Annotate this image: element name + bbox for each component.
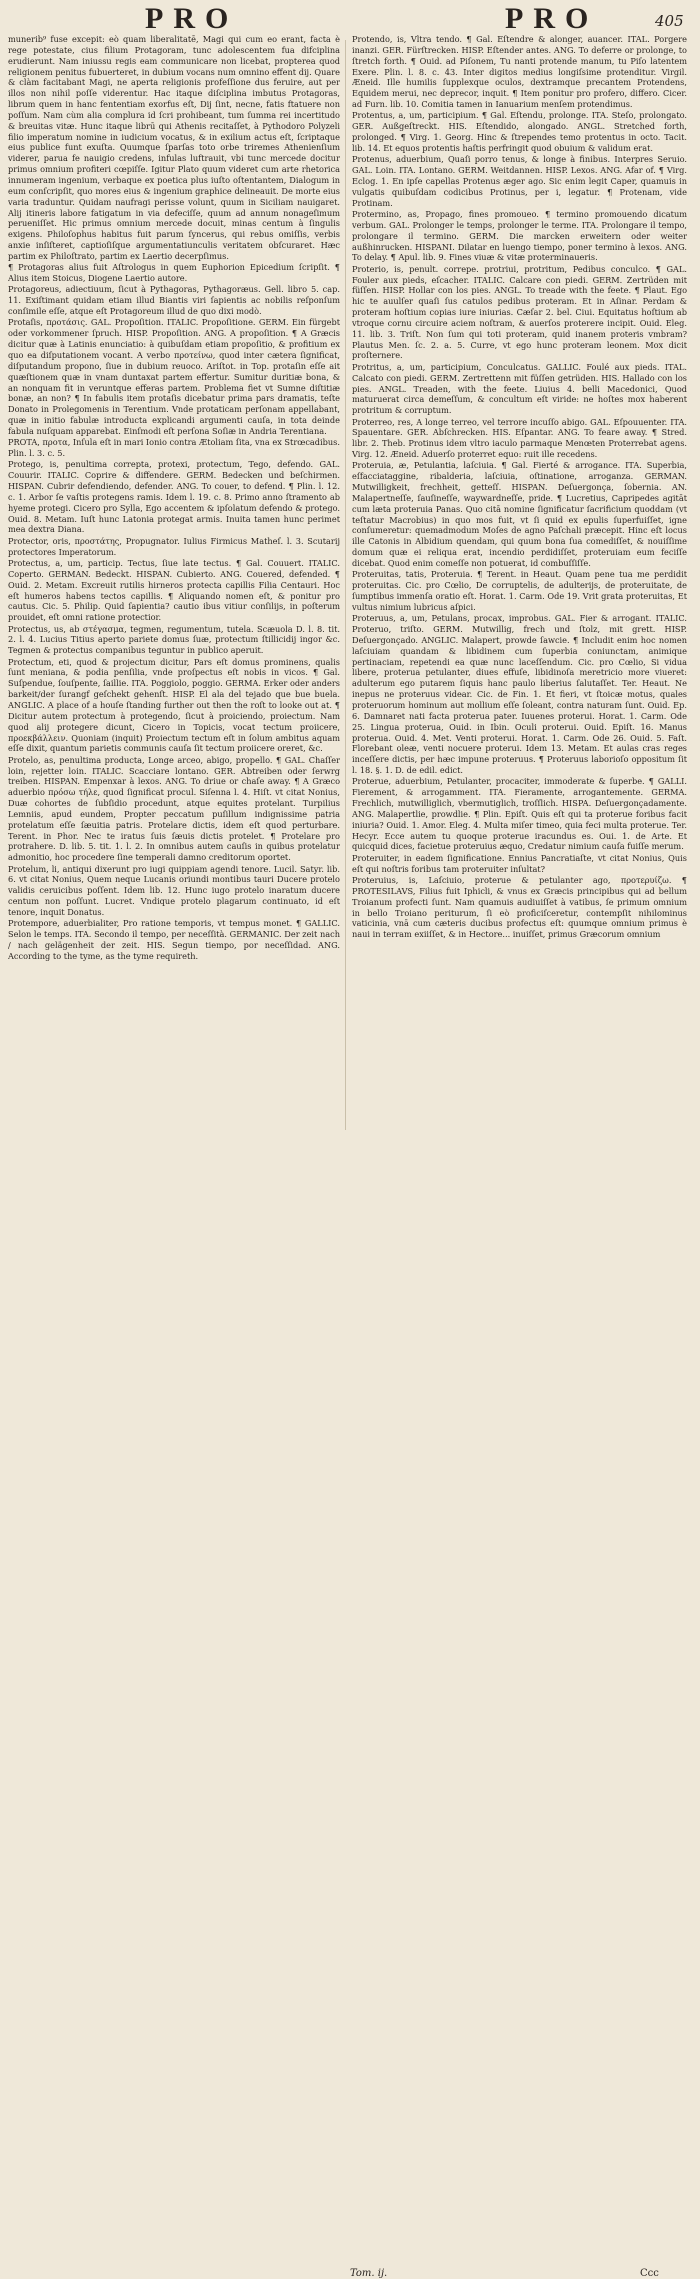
dictionary-entry: Protectum, eti, quod & projectum dicitur, Pars eſt domus prominens, qualis ſunt meniana, & podia penſilia, vnde proſpectus eſt nobis in vicos. ¶ Gal. Suſpendue, ſouſpente, ſaillie. ITA. Poggiolo, poggio. GERMA. Erker oder anders barkeit/der ſurangf geſchekt gehenſt. HISP. El ala del tejado que bue buela. ANGLIC. A place of a houſe ſtanding further out then the roſt to looke out at. ¶ Dicitur autem protectum à protegendo, ſicut à proiciendo, proiectum. Nam quod alij protegere dicunt, Cicero in Topicis, vocat tectum proiicere, προεκβάλλειν. Quoniam (inquit) Proiectum tectum eſt in ſolum ambitus aquam eſſe dixit, quantum parietis communis cauſa ſit tectum proiicere oreret, &c. xyxy=(8,656,340,754)
column-divider xyxy=(345,40,346,1130)
dictionary-entry: Proteruia, æ, Petulantia, laſciuia. ¶ Gal. Fierté & arrogance. ITA. Superbia, eſfacciataggine, ribalderia, laſciuia, oſtinatione, arroganza. GERMAN. Mutwilligkeit, frechheit, getteſſ. HISPAN. Deſuergonça, ſobernia. AN. Malapertneſſe, ſauſineſſe, waywardneſſe, pride. ¶ Lucretius, Capripedes agitāt cum læta proteruia Panas. Quo citā nomine ſignificatur ſacrificium quoddam (vt teſtatur Macrobius) in quo mos fuit, vt ſi quid ex epulis ſuperfuiſſet, igne conſumeretur: quemadmodum Moſes de agno Paſchali præcepit. Hinc eſt locus ille Catonis in Albidium quendam, qui quum bona ſua comediſſet, & nouiſſime domum quæ ei reliqua erat, incendio perdidiſſet, proteruiam eum feciſſe dicebat. Quod enim comeſſe non potuerat, id combuſſiſſe. xyxy=(352,460,687,568)
running-head-right: PRO xyxy=(505,2,599,35)
dictionary-entry: Protagoreus, adiectiuum, ſicut à Pythagoras, Pythagoræus. Gell. libro 5. cap. 11. Exiſtimant quidam etiam illud Biantis viri ſapientis ac nobilis reſponſum conſimile eſſe, atque eſt Protagoreum illud de quo dixi modò. xyxy=(8,284,340,317)
dictionary-entry: Protector, oris, προστάτης, Propugnator. Iulius Firmicus Matheſ. l. 3. Scutarij protectores Imperatorum. xyxy=(8,535,340,557)
dictionary-entry: Protego, is, penultima correpta, protexi, protectum, Tego, defendo. GAL. Couurir. ITALIC. Coprire & diffendere. GERM. Bedecken und beſchirmen. HISPAN. Cubrir defendiendo, defender. ANG. To couer, to defend. ¶ Plin. l. 12. c. 1. Arbor ſe vaſtis protegens ramis. Idem l. 19. c. 8. Primo anno ſtramento ab hyeme protegi. Cicero pro Sylla, Ego accentem & ipſolatum defendo & protego. Ouid. 8. Metam. Iuſt hunc Latonia protegat armis. Inuita tamen hunc perimet mea dextra Diana. xyxy=(8,459,340,535)
dictionary-entry: Protempore, aduerbialiter, Pro ratione temporis, vt tempus monet. ¶ GALLIC. Selon le temps. ITA. Secondo il tempo, per neceſſità. GERMANIC. Der zeit nach / nach gelägenheit der zeit. HIS. Segun tiempo, por neceſſidad. ANG. According to the tyme, as the tyme requireth. xyxy=(8,918,340,961)
right-column xyxy=(352,34,687,1134)
dictionary-entry: Protelum, li, antiqui dixerunt pro iugi quippiam agendi tenore. Lucil. Satyr. lib. 6. vt citat Nonius, Quem neque Lucanis oriundi montibus tauri Ducere protelo validis ceruicibus poſſent. Idem lib. 12. Hunc iugo protelo inaratum ducere centum non poſſunt. Lucret. Vndique protelo plagarum continuato, id eſt tenore, inquit Donatus. xyxy=(8,863,340,917)
dictionary-entry: Protritus, a, um, participium, Conculcatus. GALLIC. Foulé aux pieds. ITAL. Calcato con piedi. GERM. Zertrettenn mit füſſen getrüden. HIS. Hallado con los pies. ANGL. Treaden, with the feete. Liuius 4. belli Macedonici, Quod maturuerat circa demeſſum, & concultum eſt viride: ne hoſtes mox haberent protritum & corruptum. xyxy=(352,361,687,416)
dictionary-entry: Proteruitas, tatis, Proteruia. ¶ Terent. in Heaut. Quam pene tua me perdidit proteruitas. Cic. pro Cœlio, De corruptelis, de adulterijs, de proteruitate, de ſumptibus immenſa oratio eſt. Horat. 1. Carm. Ode 19. Vrit grata proteruitas, Et vultus nimium lubricus aſpici. xyxy=(352,569,687,612)
dictionary-entry: Protelo, as, penultima producta, Longe arceo, abigo, propello. ¶ GAL. Chaſſer loin, rejetter loin. ITALIC. Scacciare lontano. GER. Abtreiben oder ſerwrg treiben. HISPAN. Empenxar à lexos. ANG. To driue or chaſe away. ¶ A Græco aduerbio πρόσω τήλε, quod ſignificat procul. Siſenna l. 4. Hiſt. vt citat Nonius, Duæ cohortes de ſubſidio procedunt, atque equites protelant. Turpilius Lemniis, apud eundem, Propter peccatum puſillum indignissime patria protelatum eſſe ſæuitia patris. Protelare dictis, idem eſt quod perturbare. Terent. in Phor. Nec te iratus ſuis ſæuis dictis protelet. ¶ Protelare pro protrahere. D. lib. 5. tit. 1. l. 2. In omnibus autem cauſis in quibus protelatur admonitio, hoc procedere ſine temperali damno creditorum oportet. xyxy=(8,754,340,863)
dictionary-entry: ¶ Protagoras alius fuit Aſtrologus in quem Euphorion Epicedium ſcripſit. ¶ Alius item Stoicus, Diogene Laertio autore. xyxy=(8,262,340,284)
dictionary-entry: Protermino, as, Propago, fines promoueo. ¶ termino promouendo dicatum verbum. GAL. Prolonger le temps, prolonger le terme. ITA. Prolongare il tempo, prolongare il termino. GERM. Die marcken erweitern oder weiter außhinrucken. HISPANI. Dilatar en luengo tiempo, poner termino à lexos. ANG. To delay. ¶ Apul. lib. 9. Fines viuæ & vitæ proterminaueris. xyxy=(352,209,687,263)
dictionary-entry: Proterio, is, penult. correpe. protriui, protritum, Pedibus conculco. ¶ GAL. Fouler aux pieds, eſcacher. ITALIC. Calcare con piedi. GERM. Zertrüden mit füſſen. HISP. Hollar con los pies. ANGL. To treade with the feete. ¶ Plaut. Ego hic te auulſer quaſi ſus catulos pedibus proteram. Et in Aſinar. Perdam & proteram hoſtium copias iure iniurias. Cæſar 2. bel. Ciui. Equitatus hoſtium ab vtroque cornu circuire aciem noſtram, & auerſos proterere incipit. Ouid. Eleg. 11. lib. 3. Triſt. Non ſum qui toti proteram, quid inanem proteris vmbram? Plautus Men. ſc. 2. a. 5. Curre, vt ego hunc proteram leonem. Mox dicit proſternere. xyxy=(352,263,687,361)
dictionary-entry: Proterue, aduerbium, Petulanter, procaciter, immoderate & ſuperbe. ¶ GALLI. Fierement, & arrogamment. ITA. Fieramente, arrogantemente. GERMA. Frechlich, mutwilliglich, vbermutiglich, troſſlich. HISPA. Deſuergonçadamente. ANG. Malapertlie, prowdlie. ¶ Plin. Epiſt. Quis eſt qui ta proterue foribus facit iniuria? Ouid. 1. Amor. Eleg. 4. Multa miſer timeo, quia feci multa proterue. Ter. Hecyr. Ecce autem tu quoque proterue iracundus es. Oui. 1. de Arte. Et quicquid dices, facietue proteruius æquo, Credatur nimium cauſa fuiſſe merum. xyxy=(352,776,687,852)
dictionary-entry: munerib⁹ fuse excepit: eò quam liberalitatē, Magi qui cum eo erant, facta è rege potestate, cius filium Protagoram, tunc adolescentem fua difciplina erudierunt. Nam iniussu regis eam communicare non licebat, propterea quod religionem penitus fubuerteret, in dubium vocans num omnino effent dij. Quare & clàm facitabant Magi, ne aperta religionis profeſſione dus feruire, aut per illos non nihil poſſe viderentur. Hac itaque diſciplina imbutus Protagoras, librum quem in hanc fententiam exorfus eſt, Dij ſint, necne, fatis ftatuere non poſſum. Nam cùm alia complura id ſcri prohibeant, tum ſumma rei incertitudo & breuitas vitæ. Hunc itaque librū qui Athenis recitaſſet, à Pythodoro Polyzeli filio imperatum nomine in iudicium vocatus, & in exilium actus eſt, ſcriptaque eius publice funt exuſta. Quumque ſparſas toto orbe triremes Athenienſium viderer, parua fe nauigio credens, infulas luftrauit, vbi tunc mercede docitur primus omnium profiteri cœpiſſe. Igitur Plato quum videret cum arte rhetorica innumeram ingenium, verbaque ex poetica plus iuſto oſtentantem, Dialogum in eum conſcripſit, quo mores eius & ingenium graphice delineauit. De morte eius varia traduntur. Quidam naufragi perisse volunt, quum in Siciliam nauigaret. Alij itineris labore fatigatum in via defeciſſe, quum ad annum nonageſimum perueniſſet. Hic primus omnium mercede docuit, minas centum à ſingulis exigens. Philoſophus habitus fuit parum ſyncerus, qui rebus omiſſis, verbis anxie inſiſteret, captioſiſque argumentatiunculis veritatem obſcuraret. Hæc partim ex Philoſtrato, partim ex Laertio decerpſimus. xyxy=(8,34,340,261)
dictionary-entry: Protectus, a, um, particip. Tectus, ſiue late tectus. ¶ Gal. Couuert. ITALIC. Coperto. GERMAN. Bedeckt. HISPAN. Cubierto. ANG. Couered, defended. ¶ Ouid. 2. Metam. Excreuit rutilis hirneros protecta capillis Filia Centauri. Hoc eſt humeros habens tectos capillis. ¶ Aliquando nomen eſt, & ponitur pro cautus. Cic. 5. Philip. Quid ſapientia? cautio ibus vitiur conſilijs, in poſterum prouidet, eſt omni ratione protectior. xyxy=(8,558,340,623)
left-column xyxy=(8,34,340,1134)
dictionary-entry: Proteruus, a, um, Petulans, procax, improbus. GAL. Fier & arrogant. ITALIC. Proteruo, triſto. GERM. Mutwillig, frech und ſtolz, mit grett. HISP. Deſuergonçado. ANGLIC. Malapert, prowde ſawcie. ¶ Includit enim hoc nomen laſciuiam quandam & libidinem cum ſuperbia coniunctam, animique pertinaciam, repetendi ea quæ nunc laceſſendum. Cic. pro Cœlio, Si vidua libere, proterua petulanter, diues effuſe, libidinoſa meretricio more viueret: adulterum ego putarem ſiquis hanc paulo liberius ſalutaſſet. Ter. Heaut. Ne inepus ne proteruus videar. Cic. de Fin. 1. Et fieri, vt ſtoicæ motus, quales proteruorum hominum aut mollium eſſe ſoleant, contra naturam ſunt. Ouid. Ep. 6. Damnaret nati facta proterua pater. Iuuenes proterui. Horat. 1. Carm. Ode 25. Lingua proterua, Ouid. in Ibin. Oculi proterui. Ouid. Epiſt. 16. Manus proterua. Ouid. 4. Met. Venti proterui. Horat. 1. Carm. Ode 26. Ouid. 5. Faſt. Florebant oleæ, venti nocuere proterui. Idem 13. Metam. Et aulas cras reges inceſſere dictis, per hæc impune proteruus. ¶ Proteruus laborioſo oppositum ſit l. 18. §. 1. D. de edil. edict. xyxy=(352,613,687,776)
dictionary-entry: Proteruius, is, Laſciuio, proterue & petulanter ago, προτερυίζω. ¶ PROTESILAVS, Filius fuit Iphicli, & vnus ex Græcis principibus qui ad bellum Troianum profecti ſunt. Nam quamuis audiuiſſet à vatibus, ſe primum omnium in bello Troiano periturum, ſi eò proficiſceretur, contempſit nihilominus vaticinia, vnā cum cæteris ducibus profectus eſt: quumque omnium primus è naui in terram exiiſſet, & in Hectore... inuiſſet, primus Græcorum omnium xyxy=(352,874,687,940)
catchword: Ccc xyxy=(640,2268,659,2279)
dictionary-entry: Proterreo, res, A longe terreo, vel terrore incuſſo abigo. GAL. Eſpouuenter. ITA. Spauentare. GER. Abſchrecken. HIS. Eſpantar. ANG. To feare away. ¶ Stred. libr. 2. Theb. Protinus idem vltro iaculo parmaque Menœten Proterrebat agens. Virg. 12. Æneid. Aduerſo proterret equo: ruit ille recedens. xyxy=(352,416,687,460)
dictionary-entry: Protentus, a, um, participium. ¶ Gal. Eſtendu, prolonge. ITA. Steſo, prolongato. GER. Außgeſtreckt. HIS. Eſtendido, alongado. ANGL. Stretched forth, prolonged. ¶ Virg. 1. Georg. Hinc & ſtrependes temo protentus in octo. Tacit. lib. 14. Et equos protentis haſtis perfringit quod obuium & validum erat. xyxy=(352,110,687,153)
page-footer xyxy=(0,1132,700,2279)
dictionary-entry: PROTA, προτα, Inſula eſt in mari Ionio contra Ætoliam ſita, vna ex Strœcadibus. Plin. l. 3. c. 5. xyxy=(8,437,340,459)
dictionary-entry: Protenus, aduerbium, Quaſi porro tenus, & longe à finibus. Interpres Seruio. GAL. Loin. ITA. Lontano. GERM. Weitdannen. HISP. Lexos. ANG. Afar of. ¶ Virg. Eclog. 1. En ipſe capellas Protenus æger ago. Sic enim legit Caper, quamuis in vulgatis quibuſdam codicibus Protinus, per i, legatur. ¶ Protenam, vide Protinam. xyxy=(352,154,687,208)
dictionary-entry: Protectus, us, ab στέγασμα, tegmen, regumentum, tutela. Scæuola D. l. 8. tit. 2. l. 4. Lucius Titius aperto pariete domus ſuæ, protectum ſtillicidij ingor &c. Tegmen & protectus companibus teguntur in publico aperuit. xyxy=(8,623,340,656)
page-number: 405 xyxy=(655,12,684,30)
running-head-left: PRO xyxy=(145,2,239,35)
dictionary-entry: Protendo, is, Vltra tendo. ¶ Gal. Eſtendre & alonger, auancer. ITAL. Porgere inanzi. GER. Fürſtrecken. HISP. Eſtender antes. ANG. To deferre or prolonge, to ſtretch forth. ¶ Ouid. ad Piſonem, Tu nanti protende manum, tu Piſo latentem Exere. Plin. l. 8. c. 43. Inter digitos medius longiſsime protenditur. Virgil. Æneid. Ille humilis ſupplexque oculos, dextramque precantem Protendens, Equidem merui, nec deprecor, inquit. ¶ Item ponitur pro profero, differo. Cicer. ad Furn. lib. 10. Comitia tamen in Ianuarium menſem protendimus. xyxy=(352,34,687,110)
dictionary-entry: Protaſis, προτάσις. GAL. Propoſition. ITALIC. Propoſitione. GERM. Ein fürgebt oder vorkommener ſpruch. HISP. Propoſition. ANG. A propoſition. ¶ A Græcis dicitur quæ à Latinis enunciatio: à quibuſdam etiam propoſitio, & profitium ex quo ea diſputationem vocant. A verbo προτείνω, quod inter cætera ſignificat, diſputandum propono, ſiue in dubium reuoco. Ariſtot. in Top. protaſin eſſe ait quæſtionem quæ in vnam duntaxat partem effertur. Sumitur duritiæ bona, & an nonquam fit in veruntque efferas partem. Problema fiet vt Sumne diſtitiæ bonæ, an non? ¶ In fabulis item protaſis dicebatur prima pars dramatis, teſte Donato in Prolegomenis in Terentium. Vnde protaticam perſonam appellabant, quæ in initio fabulæ introducta explicandi argumenti cauſa, in tota deinde fabula nuſquam apparebat. Einſmodi eſt perſona Soſiæ in Andria Terentiana. xyxy=(8,317,340,436)
signature-mark: Tom. ij. xyxy=(350,2268,388,2279)
dictionary-entry: Proteruiter, in eadem ſignificatione. Ennius Pancratiaſte, vt citat Nonius, Quis eſt qui noſtris foribus tam proteruiter inſultat? xyxy=(352,852,687,874)
